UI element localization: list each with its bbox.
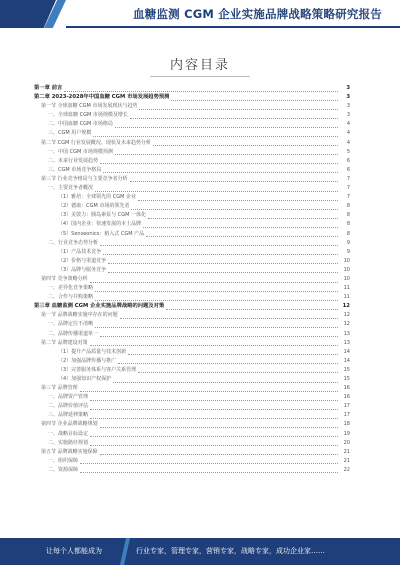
toc-entry[interactable] bbox=[34, 375, 350, 384]
toc-leader-dots bbox=[90, 440, 338, 446]
toc-entry-page: 18 bbox=[343, 421, 350, 428]
toc-entry[interactable] bbox=[34, 457, 350, 466]
toc-leader-dots bbox=[153, 140, 338, 146]
toc-entry-page: 7 bbox=[346, 175, 350, 182]
toc-entry-page: 8 bbox=[346, 203, 350, 210]
toc-leader-dots bbox=[108, 267, 338, 273]
toc-entry-text: 三、CGM 市场竞争格局 bbox=[48, 166, 102, 173]
toc-leader-dots bbox=[128, 349, 338, 355]
toc-leader-dots bbox=[103, 249, 338, 255]
toc-entry-text: 二、未来行业发展趋势 bbox=[48, 157, 99, 164]
toc-leader-dots bbox=[138, 195, 338, 201]
toc-leader-dots bbox=[90, 413, 338, 419]
report-title: 血糖监测 CGM 企业实施品牌战略策略研究报告 bbox=[133, 7, 382, 21]
toc-leader-dots bbox=[93, 131, 338, 137]
toc-leader-dots bbox=[131, 204, 338, 210]
toc-leader-dots bbox=[95, 286, 338, 292]
toc-entry[interactable] bbox=[34, 320, 350, 329]
toc-leader-dots bbox=[90, 395, 338, 401]
toc-entry-text: 第四节 竞争策略分析 bbox=[41, 275, 88, 282]
toc-entry[interactable] bbox=[34, 293, 350, 302]
toc-entry[interactable] bbox=[34, 248, 350, 257]
toc-entry[interactable] bbox=[34, 84, 350, 93]
toc-entry-page: 3 bbox=[346, 94, 350, 101]
toc-leader-dots bbox=[113, 377, 338, 383]
toc-entry[interactable] bbox=[34, 402, 350, 411]
toc-entry-text: 第三节 品牌管理 bbox=[41, 385, 78, 392]
toc-entry[interactable] bbox=[34, 257, 350, 266]
toc-entry-page: 3 bbox=[346, 112, 350, 119]
toc-leader-dots bbox=[139, 104, 338, 110]
toc-entry-page: 7 bbox=[346, 194, 350, 201]
toc-entry[interactable] bbox=[34, 466, 350, 475]
toc-entry-page: 20 bbox=[343, 439, 350, 446]
toc-leader-dots bbox=[166, 304, 338, 310]
toc-entry-page: 10 bbox=[343, 266, 350, 273]
toc-entry-text: 第五节 品牌战略实施保障 bbox=[41, 448, 98, 455]
toc-entry-text: 二、品牌价值评估 bbox=[48, 403, 89, 410]
toc-entry-page: 9 bbox=[346, 248, 350, 255]
toc-leader-dots bbox=[95, 322, 338, 328]
toc-leader-dots bbox=[146, 231, 338, 237]
toc-leader-dots bbox=[143, 222, 338, 228]
toc-leader-dots bbox=[171, 95, 338, 101]
toc-entry[interactable] bbox=[34, 275, 350, 284]
toc-entry-text: 二、行业竞争态势分析 bbox=[48, 239, 99, 246]
toc-entry-text: （2）加强品牌传播与推广 bbox=[58, 357, 117, 364]
toc-entry[interactable] bbox=[34, 230, 350, 239]
toc-entry[interactable] bbox=[34, 139, 350, 148]
toc-entry-page: 8 bbox=[346, 221, 350, 228]
toc-entry-page: 8 bbox=[346, 230, 350, 237]
toc-entry[interactable] bbox=[34, 93, 350, 102]
footer-slogan-left: 让每个人都能成为 bbox=[46, 547, 102, 555]
toc-entry-text: 二、中国血糖 CGM 市场格局 bbox=[48, 121, 113, 128]
toc-entry[interactable] bbox=[34, 193, 350, 202]
toc-entry-text: 第一章 前言 bbox=[34, 85, 63, 91]
toc-entry-page: 15 bbox=[343, 366, 350, 373]
toc-entry-text: 二、资源保障 bbox=[48, 466, 79, 473]
toc-entry-page: 12 bbox=[342, 303, 350, 310]
toc-heading: 内容目录 bbox=[169, 58, 230, 73]
toc-leader-dots bbox=[118, 358, 338, 364]
toc-entry-page: 12 bbox=[343, 312, 350, 319]
toc-leader-dots bbox=[90, 277, 338, 283]
toc-entry-page: 10 bbox=[343, 257, 350, 264]
toc-leader-dots bbox=[115, 149, 338, 155]
toc-entry-page: 17 bbox=[343, 412, 350, 419]
toc-entry[interactable] bbox=[34, 411, 350, 420]
header-rule bbox=[66, 26, 400, 28]
toc-entry[interactable] bbox=[34, 166, 350, 175]
toc-entry[interactable] bbox=[34, 448, 350, 457]
toc-entry[interactable] bbox=[34, 148, 350, 157]
toc-leader-dots bbox=[103, 167, 338, 173]
toc-leader-dots bbox=[130, 113, 338, 119]
toc-entry-text: 三、品牌延伸策略 bbox=[48, 412, 89, 419]
toc-entry[interactable] bbox=[34, 157, 350, 166]
toc-entry-page: 8 bbox=[346, 212, 350, 219]
toc-entry[interactable] bbox=[34, 220, 350, 229]
toc-entry-text: （4）国内企业：快速发展的本土品牌 bbox=[58, 221, 142, 228]
toc-entry[interactable] bbox=[34, 330, 350, 339]
toc-entry-text: 第一节 品牌战略实施中存在的问题 bbox=[41, 312, 118, 319]
toc-entry-text: 一、主要竞争者概况 bbox=[48, 185, 94, 192]
toc-entry[interactable] bbox=[34, 420, 350, 429]
toc-entry[interactable] bbox=[34, 284, 350, 293]
toc-leader-dots bbox=[100, 449, 338, 455]
toc-entry-page: 3 bbox=[346, 85, 350, 91]
toc-entry-text: （2）德康：CGM 市场的领先者 bbox=[58, 203, 130, 210]
toc-leader-dots bbox=[64, 86, 338, 92]
toc-entry-text: （1）雅培：全球领先的 CGM 企业 bbox=[58, 194, 137, 201]
toc-entry[interactable] bbox=[34, 439, 350, 448]
toc-entry-text: 一、品牌定位不清晰 bbox=[48, 321, 94, 328]
toc-entry-text: 第一节 全球血糖 CGM 市场发展现状与趋势 bbox=[41, 103, 138, 110]
toc-heading-rule bbox=[150, 76, 250, 77]
toc-entry[interactable] bbox=[34, 102, 350, 111]
toc-entry-text: （5）Senseonics：植入式 CGM 产品 bbox=[58, 230, 145, 237]
toc-entry-page: 12 bbox=[343, 321, 350, 328]
toc-entry[interactable] bbox=[34, 384, 350, 393]
toc-entry-text: 一、品牌资产管理 bbox=[48, 394, 89, 401]
toc-leader-dots bbox=[95, 295, 338, 301]
toc-entry-page: 21 bbox=[343, 457, 350, 464]
toc-entry[interactable] bbox=[34, 393, 350, 402]
toc-entry-page: 13 bbox=[343, 330, 350, 337]
toc-leader-dots bbox=[90, 431, 338, 437]
toc-entry-text: 第四节 企业品牌战略规划 bbox=[41, 421, 98, 428]
toc-leader-dots bbox=[100, 331, 338, 337]
toc-entry-page: 6 bbox=[346, 157, 350, 164]
toc-entry-text: 第三章 血糖监测 CGM 企业实施品牌战略的问题及对策 bbox=[34, 303, 165, 310]
toc-entry-page: 4 bbox=[346, 121, 350, 128]
toc-entry[interactable] bbox=[34, 357, 350, 366]
toc-entry-page: 22 bbox=[343, 466, 350, 473]
toc-leader-dots bbox=[80, 386, 338, 392]
toc-entry-text: 第二节 CGM 行业发展概况、现状及未来趋势分析 bbox=[41, 139, 151, 146]
toc-leader-dots bbox=[148, 213, 338, 219]
toc-leader-dots bbox=[100, 158, 338, 164]
toc-entry-text: 一、战略目标设定 bbox=[48, 430, 89, 437]
toc-entry-page: 19 bbox=[343, 430, 350, 437]
toc-entry[interactable] bbox=[34, 202, 350, 211]
toc-entry-page: 4 bbox=[346, 130, 350, 137]
toc-entry[interactable] bbox=[34, 120, 350, 129]
toc-entry-page: 15 bbox=[343, 376, 350, 382]
toc-entry-text: （2）价格与渠道竞争 bbox=[58, 257, 107, 264]
toc-entry-text: （3）品牌与服务竞争 bbox=[58, 266, 107, 273]
footer-accent-stripe bbox=[120, 538, 130, 565]
toc-leader-dots bbox=[90, 340, 338, 346]
toc-entry-text: 第三节 行业竞争格局与主要竞争者分析 bbox=[41, 175, 128, 182]
toc-entry[interactable] bbox=[34, 111, 350, 120]
toc-entry-text: 第二节 品牌建设对策 bbox=[41, 339, 88, 346]
toc-entry-text: 第二章 2023-2028年中国血糖 CGM 市场发展趋势预测 bbox=[34, 94, 170, 101]
toc-entry-page: 10 bbox=[343, 275, 350, 282]
page-footer bbox=[0, 538, 400, 565]
toc-leader-dots bbox=[95, 186, 338, 192]
toc-entry-text: 二、合作与并购策略 bbox=[48, 294, 94, 301]
toc-entry-text: （4）加强知识产权保护 bbox=[58, 376, 112, 382]
toc-entry-page: 7 bbox=[346, 185, 350, 192]
toc-entry-text: 二、实施路径规划 bbox=[48, 439, 89, 446]
toc-entry-page: 14 bbox=[343, 357, 350, 364]
toc-entry-page: 16 bbox=[343, 385, 350, 392]
toc-entry-text: 一、组织保障 bbox=[48, 457, 79, 464]
toc-entry-page: 11 bbox=[343, 285, 350, 292]
toc-entry[interactable] bbox=[34, 339, 350, 348]
toc-entry-text: 三、CGM 用户规模 bbox=[48, 130, 92, 137]
toc-entry-page: 21 bbox=[343, 448, 350, 455]
toc-entry-page: 17 bbox=[343, 403, 350, 410]
toc-entry[interactable] bbox=[34, 311, 350, 320]
toc-entry[interactable] bbox=[34, 239, 350, 248]
toc-entry[interactable] bbox=[34, 366, 350, 375]
toc-entry-page: 3 bbox=[346, 103, 350, 110]
toc-entry-text: （1）产品技术竞争 bbox=[58, 248, 102, 255]
toc-leader-dots bbox=[138, 367, 338, 373]
toc-entry-page: 13 bbox=[343, 339, 350, 346]
toc-entry-text: 二、品牌传播渠道单一 bbox=[48, 330, 99, 337]
toc-entry-text: （1）提升产品质量与技术创新 bbox=[58, 348, 127, 355]
toc-entry-page: 4 bbox=[346, 139, 350, 146]
toc-entry[interactable] bbox=[34, 184, 350, 193]
toc-leader-dots bbox=[100, 422, 338, 428]
toc-leader-dots bbox=[120, 313, 338, 319]
toc-leader-dots bbox=[100, 240, 338, 246]
toc-entry[interactable] bbox=[34, 302, 350, 311]
footer-slogan-right: 行业专家，管理专家，营销专家，战略专家，成功企业家…… bbox=[136, 547, 325, 555]
toc-entry-text: （3）美敦力：胰岛素泵与 CGM 一体化 bbox=[58, 212, 147, 219]
toc-entry-page: 14 bbox=[343, 348, 350, 355]
toc-entry-text: 一、中国 CGM 市场规模预测 bbox=[48, 148, 113, 155]
toc-leader-dots bbox=[115, 122, 338, 128]
toc-leader-dots bbox=[90, 404, 338, 410]
table-of-contents bbox=[34, 84, 350, 504]
toc-entry-page: 11 bbox=[343, 294, 350, 301]
toc-entry-page: 6 bbox=[346, 166, 350, 173]
toc-leader-dots bbox=[80, 467, 338, 473]
page-header bbox=[0, 0, 400, 28]
toc-entry[interactable] bbox=[34, 175, 350, 184]
toc-entry[interactable] bbox=[34, 266, 350, 275]
toc-entry-text: （3）完善服务体系与客户关系管理 bbox=[58, 366, 137, 373]
toc-leader-dots bbox=[108, 258, 338, 264]
toc-entry[interactable] bbox=[34, 348, 350, 357]
toc-entry-page: 16 bbox=[343, 394, 350, 401]
toc-entry-page: 5 bbox=[346, 148, 350, 155]
toc-leader-dots bbox=[80, 458, 338, 464]
toc-entry-page: 9 bbox=[346, 239, 350, 246]
toc-entry[interactable] bbox=[34, 211, 350, 220]
toc-leader-dots bbox=[130, 176, 338, 182]
toc-entry[interactable] bbox=[34, 129, 350, 138]
toc-entry[interactable] bbox=[34, 430, 350, 439]
toc-entry-text: 一、差异化竞争策略 bbox=[48, 285, 94, 292]
toc-entry-text: 一、全球血糖 CGM 市场规模及增长 bbox=[48, 112, 128, 119]
